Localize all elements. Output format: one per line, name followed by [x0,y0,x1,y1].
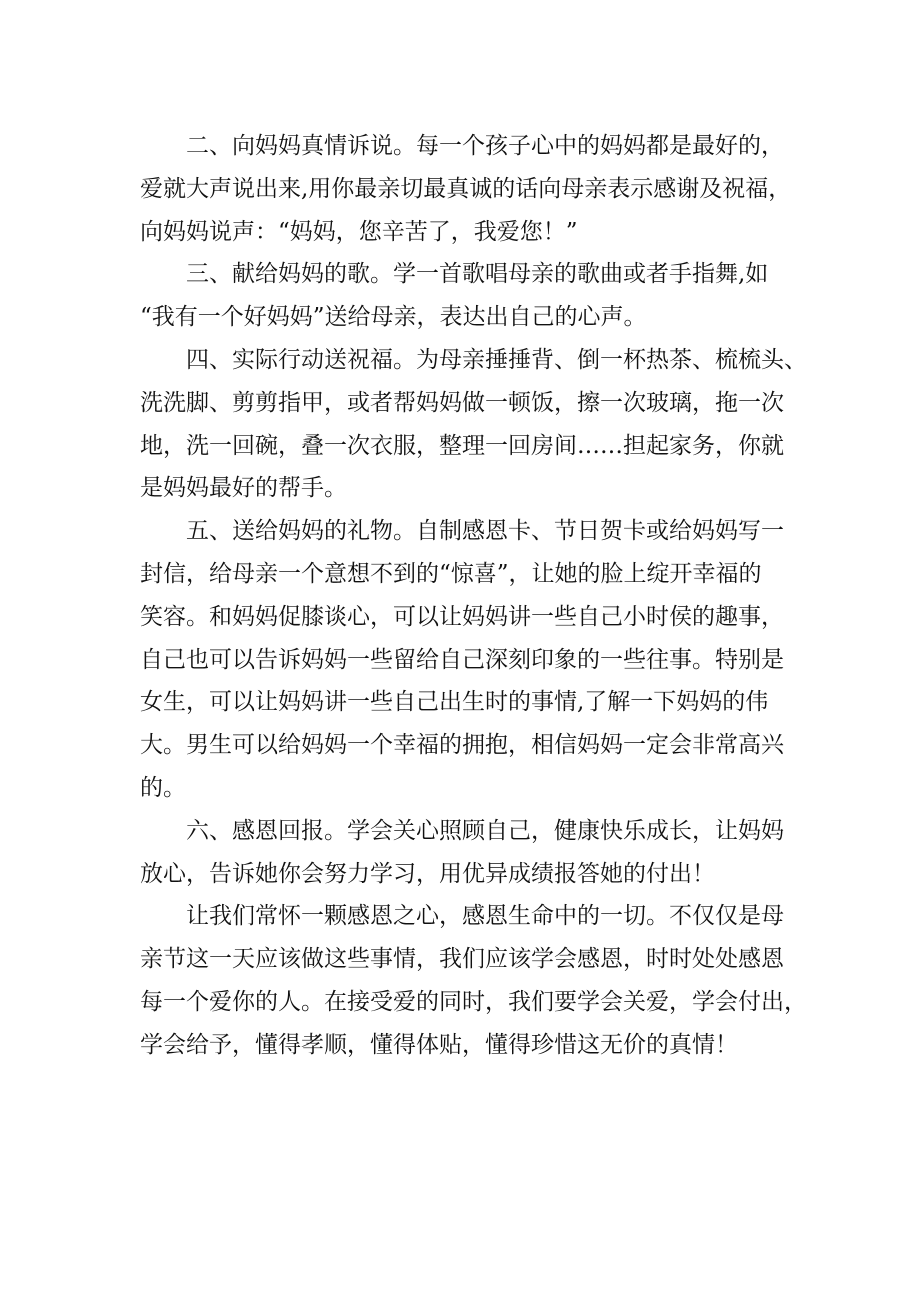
text-line: 洗洗脚、剪剪指甲，或者帮妈妈做一顿饭，擦一次玻璃，拖一次 [140,389,784,416]
paragraph-gratitude-return [140,810,820,896]
text-line: 三、献给妈妈的歌。学一首歌唱母亲的歌曲或者手指舞,如 [140,261,769,288]
document-body [140,125,820,1067]
text-line: 六、感恩回报。学会关心照顾自己，健康快乐成长，让妈妈 [140,817,784,844]
paragraph-tell-mother [140,125,820,253]
text-line: 是妈妈最好的帮手。 [140,475,347,502]
paragraph-actions [140,339,820,510]
text-line: 笑容。和妈妈促膝谈心，可以让妈妈讲一些自己小时侯的趣事， [140,603,784,630]
text-line: 地，洗一回碗，叠一次衣服，整理一回房间……担起家务，你就 [140,432,784,459]
paragraph-song-for-mother [140,253,820,339]
text-line: 放心，告诉她你会努力学习，用优异成绩报答她的付出！ [140,860,715,887]
text-line: 每一个爱你的人。在接受爱的同时，我们要学会关爱，学会付出， [140,988,807,1015]
text-line: 自己也可以告诉妈妈一些留给自己深刻印象的一些往事。特别是 [140,646,784,673]
paragraph-conclusion [140,895,820,1066]
text-line: “我有一个好妈妈”送给母亲，表达出自己的心声。 [140,304,647,331]
text-line: 的。 [140,774,186,801]
text-line: 爱就大声说出来,用你最亲切最真诚的话向母亲表示感谢及祝福， [140,175,792,202]
text-line: 让我们常怀一颗感恩之心，感恩生命中的一切。不仅仅是母 [140,903,784,930]
text-line: 女生，可以让妈妈讲一些自己出生时的事情,了解一下妈妈的伟 [140,689,769,716]
text-line: 四、实际行动送祝福。为母亲捶捶背、倒一杯热茶、梳梳头、 [140,346,807,373]
text-line: 大。男生可以给妈妈一个幸福的拥抱，相信妈妈一定会非常高兴 [140,732,784,759]
text-line: 学会给予，懂得孝顺，懂得体贴，懂得珍惜这无价的真情！ [140,1031,738,1058]
text-line: 亲节这一天应该做这些事情，我们应该学会感恩，时时处处感恩 [140,946,784,973]
text-line: 封信，给母亲一个意想不到的“惊喜”，让她的脸上绽开幸福的 [140,560,762,587]
text-line: 向妈妈说声：“妈妈，您辛苦了，我爱您！” [140,218,578,245]
paragraph-gifts [140,510,820,810]
text-line: 五、送给妈妈的礼物。自制感恩卡、节日贺卡或给妈妈写一 [140,518,784,545]
text-line: 二、向妈妈真情诉说。每一个孩子心中的妈妈都是最好的， [140,133,784,159]
